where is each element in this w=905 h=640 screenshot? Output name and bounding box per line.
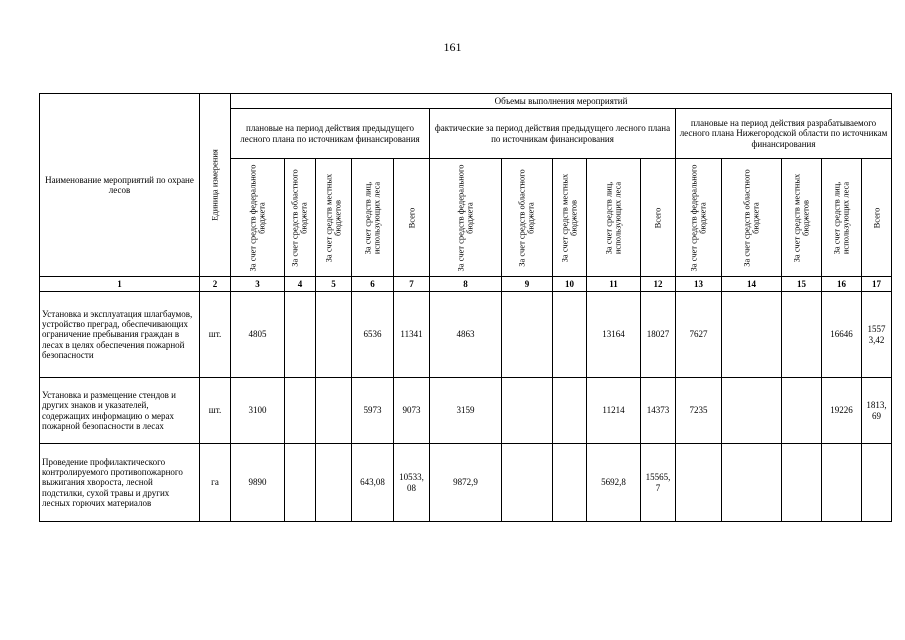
header-federal-13: За счет средств федерального бюджета bbox=[676, 159, 722, 277]
cell-c12: 15565, 7 bbox=[641, 444, 676, 522]
cell-c14 bbox=[722, 292, 782, 378]
cell-c17: 1813, 69 bbox=[862, 378, 892, 444]
cell-c11: 13164 bbox=[587, 292, 641, 378]
header-total-17: Всего bbox=[862, 159, 892, 277]
cell-c6: 643,08 bbox=[352, 444, 394, 522]
cell-c14 bbox=[722, 378, 782, 444]
cell-c12: 14373 bbox=[641, 378, 676, 444]
header-local-15: За счет средств местных бюджетов bbox=[782, 159, 822, 277]
column-number: 14 bbox=[722, 277, 782, 292]
header-group-actual-prev: фактические за период действия предыдущего лесного плана по источникам финансирования bbox=[430, 109, 676, 159]
column-number: 10 bbox=[553, 277, 587, 292]
column-number: 4 bbox=[285, 277, 316, 292]
header-users-11: За счет средств лиц, использующих леса bbox=[587, 159, 641, 277]
header-volumes: Объемы выполнения мероприятий bbox=[231, 94, 892, 109]
header-local-10: За счет средств местных бюджетов bbox=[553, 159, 587, 277]
cell-c14 bbox=[722, 444, 782, 522]
header-total-12: Всего bbox=[641, 159, 676, 277]
cell-c8: 4863 bbox=[430, 292, 502, 378]
header-regional-9: За счет средств областного бюджета bbox=[502, 159, 553, 277]
column-number: 13 bbox=[676, 277, 722, 292]
column-number: 5 bbox=[316, 277, 352, 292]
header-name-col: Наименование мероприятий по охране лесов bbox=[40, 94, 200, 277]
cell-c8: 9872,9 bbox=[430, 444, 502, 522]
cell-c4 bbox=[285, 292, 316, 378]
page-number: 161 bbox=[443, 40, 462, 54]
row-activity-name: Установка и размещение стендов и других знаков и указателей, содержащих информацию о мерах пожарной безопасности в лесах bbox=[40, 378, 200, 444]
header-regional-14: За счет средств областного бюджета bbox=[722, 159, 782, 277]
cell-c10 bbox=[553, 378, 587, 444]
cell-c17 bbox=[862, 444, 892, 522]
row-activity-name: Проведение профилактического контролируемого противопожарного выжигания хвороста, лесной подстилки, сухой травы и других лесных горючих материалов bbox=[40, 444, 200, 522]
column-number: 8 bbox=[430, 277, 502, 292]
column-number: 15 bbox=[782, 277, 822, 292]
cell-c16: 16646 bbox=[822, 292, 862, 378]
cell-c9 bbox=[502, 378, 553, 444]
cell-c3: 4805 bbox=[231, 292, 285, 378]
cell-c13: 7627 bbox=[676, 292, 722, 378]
table-row bbox=[40, 378, 892, 444]
column-number: 12 bbox=[641, 277, 676, 292]
cell-c5 bbox=[316, 292, 352, 378]
column-number: 7 bbox=[394, 277, 430, 292]
row-activity-name: Установка и эксплуатация шлагбаумов, устройство преград, обеспечивающих ограничение пребывания граждан в лесах в целях обеспечения пожарной безопасности bbox=[40, 292, 200, 378]
cell-c3: 3100 bbox=[231, 378, 285, 444]
cell-c16 bbox=[822, 444, 862, 522]
table-row bbox=[40, 292, 892, 378]
header-regional-4: За счет средств областного бюджета bbox=[285, 159, 316, 277]
cell-c6: 6536 bbox=[352, 292, 394, 378]
header-group-planned-new: плановые на период действия разрабатываемого лесного плана Нижегородской области по источникам финансирования bbox=[676, 109, 892, 159]
cell-c13: 7235 bbox=[676, 378, 722, 444]
column-number-row bbox=[40, 277, 892, 292]
cell-c4 bbox=[285, 378, 316, 444]
cell-c16: 19226 bbox=[822, 378, 862, 444]
cell-c6: 5973 bbox=[352, 378, 394, 444]
header-users-6: За счет средств лиц, использующих леса bbox=[352, 159, 394, 277]
header-federal-3: За счет средств федерального бюджета bbox=[231, 159, 285, 277]
header-local-5: За счет средств местных бюджетов bbox=[316, 159, 352, 277]
header-group-planned-prev: плановые на период действия предыдущего лесного плана по источникам финансирования bbox=[231, 109, 430, 159]
forest-protection-table bbox=[39, 93, 892, 522]
header-total-7: Всего bbox=[394, 159, 430, 277]
cell-c15 bbox=[782, 444, 822, 522]
column-number: 3 bbox=[231, 277, 285, 292]
cell-c12: 18027 bbox=[641, 292, 676, 378]
cell-c17: 1557 3,42 bbox=[862, 292, 892, 378]
column-number: 2 bbox=[200, 277, 231, 292]
column-number: 17 bbox=[862, 277, 892, 292]
header-users-16: За счет средств лиц, использующих леса bbox=[822, 159, 862, 277]
cell-c3: 9890 bbox=[231, 444, 285, 522]
row-unit: шт. bbox=[200, 378, 231, 444]
cell-c5 bbox=[316, 444, 352, 522]
column-number: 1 bbox=[40, 277, 200, 292]
cell-c5 bbox=[316, 378, 352, 444]
cell-c15 bbox=[782, 292, 822, 378]
cell-c7: 9073 bbox=[394, 378, 430, 444]
cell-c8: 3159 bbox=[430, 378, 502, 444]
row-unit: шт. bbox=[200, 292, 231, 378]
cell-c10 bbox=[553, 292, 587, 378]
cell-c13 bbox=[676, 444, 722, 522]
cell-c7: 11341 bbox=[394, 292, 430, 378]
cell-c10 bbox=[553, 444, 587, 522]
column-number: 11 bbox=[587, 277, 641, 292]
cell-c7: 10533, 08 bbox=[394, 444, 430, 522]
cell-c9 bbox=[502, 444, 553, 522]
header-federal-8: За счет средств федерального бюджета bbox=[430, 159, 502, 277]
column-number: 9 bbox=[502, 277, 553, 292]
column-number: 16 bbox=[822, 277, 862, 292]
cell-c9 bbox=[502, 292, 553, 378]
cell-c15 bbox=[782, 378, 822, 444]
cell-c4 bbox=[285, 444, 316, 522]
row-unit: га bbox=[200, 444, 231, 522]
table-row bbox=[40, 444, 892, 522]
column-number: 6 bbox=[352, 277, 394, 292]
header-unit-col: Единица измерения bbox=[200, 94, 231, 277]
cell-c11: 11214 bbox=[587, 378, 641, 444]
cell-c11: 5692,8 bbox=[587, 444, 641, 522]
